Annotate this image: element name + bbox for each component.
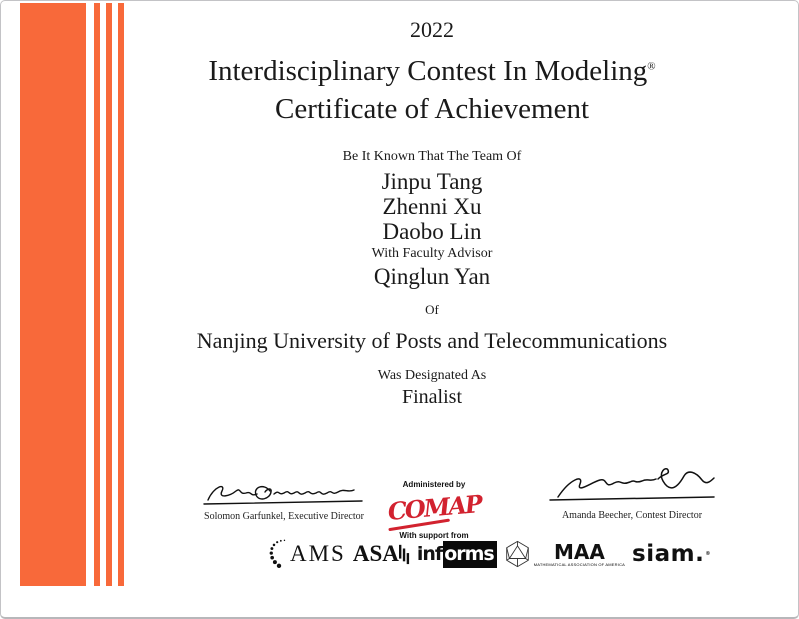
maa-icosahedron-icon — [504, 540, 531, 568]
maa-caption-text: MATHEMATICAL ASSOCIATION OF AMERICA — [533, 561, 626, 567]
contest-title — [126, 55, 738, 88]
left-accent-stripe-1 — [94, 3, 100, 586]
of-label: Of — [425, 302, 439, 317]
team-member-3: Daobo Lin — [382, 219, 482, 244]
asa-logo-text: ASA — [352, 541, 399, 566]
comap-logo — [385, 491, 485, 531]
asa-bars-icon — [399, 542, 410, 566]
ams-dotted-arc-icon — [269, 538, 289, 570]
informs-prefix-text: inf — [416, 543, 443, 565]
designation-value: Finalist — [401, 386, 462, 408]
contest-director-caption: Amanda Beecher, Contest Director — [561, 510, 703, 521]
informs-logo — [417, 541, 497, 568]
executive-director-signature-icon — [198, 477, 370, 510]
contest-title-text: Interdisciplinary Contest In Modeling — [208, 55, 648, 87]
asa-logo — [353, 541, 410, 567]
team-intro-text: Be It Known That The Team Of — [342, 149, 522, 164]
team-member-1: Jinpu Tang — [381, 169, 483, 194]
left-accent-stripe-2 — [106, 3, 112, 586]
team-member-list — [126, 169, 738, 244]
administered-by-label: Administered by — [402, 480, 466, 489]
contest-director-signature-block — [544, 465, 720, 521]
registered-trademark: ® — [647, 60, 656, 73]
ams-logo-text: AMS — [290, 541, 346, 566]
support-from-label: With support from — [399, 531, 469, 540]
siam-logo — [632, 541, 711, 567]
advisor-name: Qinglun Yan — [373, 264, 491, 289]
left-accent-stripe-3 — [118, 3, 124, 586]
administered-by-block — [386, 474, 482, 540]
maa-text-block — [533, 539, 626, 567]
certificate-subtitle: Certificate of Achievement — [274, 93, 590, 125]
designation-label: Was Designated As — [377, 368, 487, 383]
siam-logo-text: siam. — [632, 541, 705, 567]
siam-registered-mark: ® — [705, 551, 711, 557]
executive-director-signature-block — [189, 477, 379, 522]
executive-director-caption: Solomon Garfunkel, Executive Director — [204, 511, 364, 522]
team-member-2: Zhenni Xu — [382, 194, 482, 219]
maa-logo — [504, 540, 625, 568]
ams-logo — [269, 538, 346, 570]
institution-name: Nanjing University of Posts and Telecommunications — [196, 328, 668, 353]
left-accent-bar — [20, 3, 86, 586]
sponsor-logos-row — [269, 537, 711, 571]
comap-logo-text: COMAP — [386, 489, 483, 527]
maa-logo-text: MAA — [553, 539, 605, 564]
contest-year: 2022 — [410, 17, 454, 42]
contest-director-signature-icon — [546, 465, 718, 509]
advisor-label: With Faculty Advisor — [371, 246, 493, 261]
informs-boxed-text: orms — [443, 541, 497, 568]
